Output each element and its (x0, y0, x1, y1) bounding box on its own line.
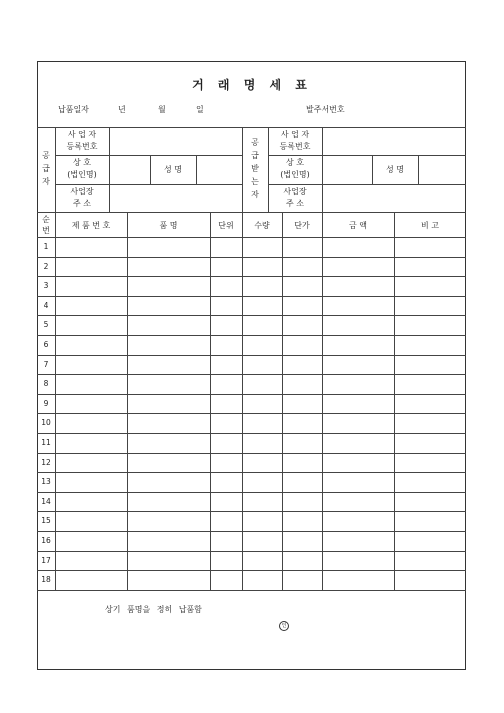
table-row-line (37, 374, 466, 375)
table-row-line (37, 394, 466, 395)
table-row-line (37, 296, 466, 297)
supplier-company-label: 상 호 (법인명) (67, 158, 97, 179)
table-row-line (37, 276, 466, 277)
table-row-number: 3 (43, 281, 49, 291)
supplier-row-line-1 (55, 155, 242, 156)
unit-column-header: 단위 (218, 221, 234, 230)
table-row-number: 5 (43, 320, 49, 330)
table-row-number: 15 (41, 516, 51, 526)
supplier-reg-no-label: 사 업 자 등록번호 (66, 130, 98, 151)
table-column-line (210, 212, 211, 590)
unit-price-column-header: 단가 (294, 221, 310, 230)
table-column-line (394, 212, 395, 590)
supplier-name-divider-2 (196, 155, 197, 184)
table-row-number: 16 (41, 536, 51, 545)
receiver-field-divider (322, 127, 323, 212)
quantity-column-header: 수량 (254, 221, 270, 230)
table-row-line (37, 492, 466, 493)
table-row-number: 8 (43, 379, 49, 389)
table-row-number: 12 (41, 457, 51, 467)
table-row-number: 17 (41, 555, 51, 565)
delivery-statement: 상기 품명을 정히 납품함 (105, 605, 202, 614)
seal-mark: 인 (279, 621, 289, 631)
receiver-row-line-2 (268, 184, 466, 185)
receiver-name-label: 성 명 (386, 165, 404, 174)
item-name-column-header: 품 명 (159, 221, 178, 230)
receiver-name-divider-2 (418, 155, 419, 184)
year-label: 년 (118, 105, 126, 114)
receiver-row-line-1 (268, 155, 466, 156)
table-row-number: 4 (43, 300, 49, 310)
table-row-line (37, 472, 466, 473)
table-column-line (55, 212, 56, 590)
document-title: 거 래 명 세 표 (192, 78, 312, 92)
table-row-number: 13 (41, 477, 51, 487)
receiver-address-label: 사업장 주 소 (283, 187, 307, 208)
table-row-line (37, 257, 466, 258)
supplier-name-label: 성 명 (164, 165, 182, 174)
day-label: 일 (196, 105, 204, 114)
month-label: 월 (158, 105, 166, 114)
table-column-line (282, 212, 283, 590)
table-row-line (37, 511, 466, 512)
table-row-line (37, 335, 466, 336)
supplier-field-divider (109, 127, 110, 212)
table-row-line (37, 237, 466, 238)
table-row-line (37, 453, 466, 454)
party-bottom-line (37, 212, 466, 213)
table-row-number: 9 (43, 398, 49, 408)
table-row-line (37, 413, 466, 414)
table-row-line (37, 433, 466, 434)
table-row-line (37, 570, 466, 571)
receiver-vertical-label: 공 급 받 는 자 (251, 138, 259, 199)
receiver-reg-no-label: 사 업 자 등록번호 (279, 130, 311, 151)
table-row-number: 10 (41, 418, 51, 428)
table-row-number: 18 (41, 575, 51, 585)
seq-column-header: 순 번 (42, 215, 50, 235)
table-row-line (37, 590, 466, 591)
table-row-line (37, 551, 466, 552)
supplier-address-label: 사업장 주 소 (70, 187, 94, 208)
table-row-number: 7 (43, 359, 49, 369)
table-row-number: 11 (41, 438, 51, 447)
table-row-number: 14 (41, 496, 51, 506)
receiver-company-label: 상 호 (법인명) (280, 158, 310, 179)
table-row-line (37, 531, 466, 532)
table-row-number: 2 (43, 261, 49, 271)
table-column-line (242, 212, 243, 590)
order-number-label: 발주서번호 (306, 105, 345, 114)
product-no-column-header: 제 품 번 호 (71, 221, 111, 230)
amount-column-header: 금 액 (349, 221, 367, 230)
table-row-line (37, 355, 466, 356)
table-row-line (37, 315, 466, 316)
supplier-row-line-2 (55, 184, 242, 185)
remarks-column-header: 비 고 (421, 221, 439, 230)
supplier-vertical-label: 공 급 자 (42, 151, 50, 186)
party-top-line (37, 127, 466, 128)
table-row-number: 6 (43, 340, 49, 349)
table-row-number: 1 (43, 242, 49, 251)
delivery-date-label: 납품일자 (58, 105, 89, 114)
table-column-line (322, 212, 323, 590)
table-column-line (127, 212, 128, 590)
